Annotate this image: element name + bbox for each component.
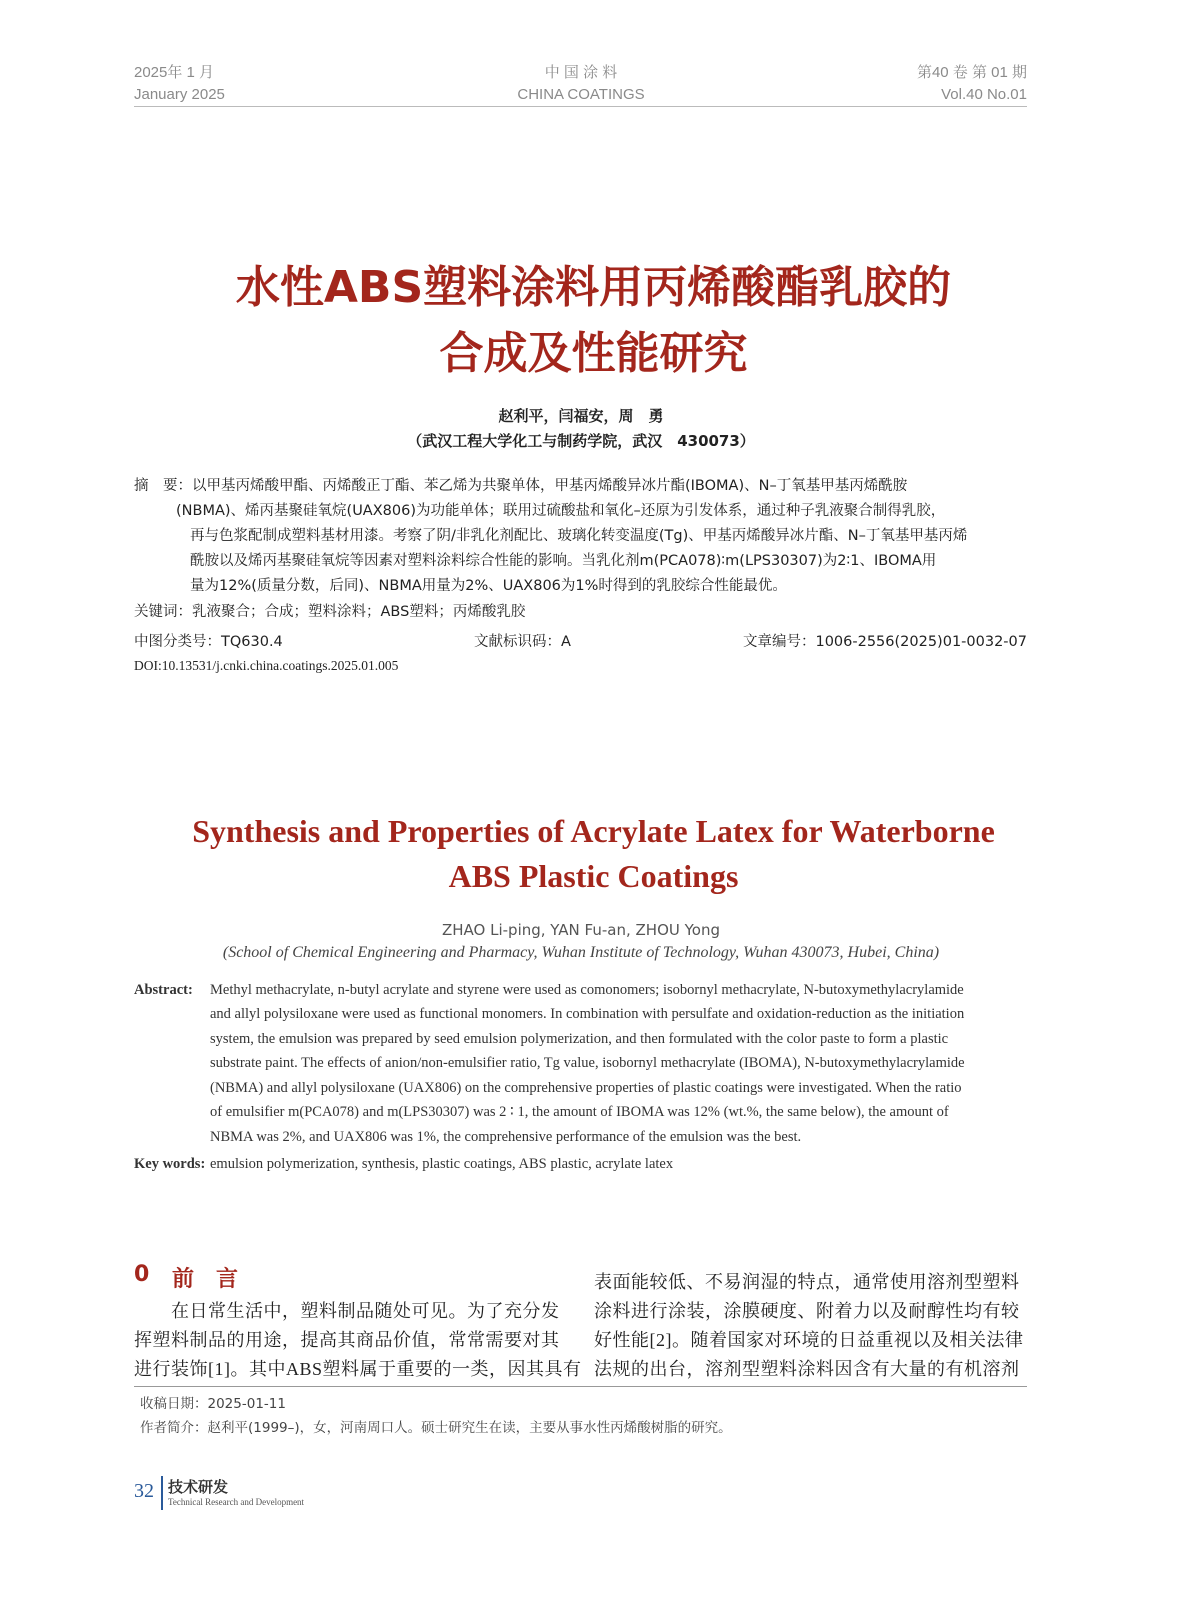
abstract-cn-line: 再与色浆配制成塑料基材用漆。考察了阴/非乳化剂配比、玻璃化转变温度(Tg)、甲基丙烯酸异冰片酯、N–丁氧基甲基丙烯 xyxy=(190,528,968,544)
affiliation-en: (School of Chemical Engineering and Pharmacy, Wuhan Institute of Technology, Wuhan 430073, Hubei, China) xyxy=(222,944,940,961)
keywords-en-label: Key words: xyxy=(134,1156,206,1172)
body-left-line: 挥塑料制品的用途，提高其商品价值，常常需要对其 xyxy=(134,1330,560,1350)
doi[interactable]: DOI:10.13531/j.cnki.china.coatings.2025.01.005 xyxy=(134,658,399,673)
body-left-line: 进行装饰[1]。其中ABS塑料属于重要的一类，因其具有 xyxy=(134,1359,582,1379)
abstract-cn-line: 酰胺以及烯丙基聚硅氧烷等因素对塑料涂料综合性能的影响。当乳化剂m(PCA078)∶m(LPS30307)为2∶1、IBOMA用 xyxy=(190,553,937,569)
title-en-line1: Synthesis and Properties of Acrylate Latex for Waterborne xyxy=(192,813,995,849)
page-number: 32 xyxy=(134,1480,154,1502)
header-journal-cn: 中 国 涂 料 xyxy=(544,64,618,81)
section-title: 前 言 xyxy=(172,1267,239,1292)
title-cn-line2: 合成及性能研究 xyxy=(439,328,748,379)
abstract-cn-line: 量为12%(质量分数，后同)、NBMA用量为2%、UAX806为1%时得到的乳胶综合性能最优。 xyxy=(190,578,787,594)
author-bio: 作者简介：赵利平(1999–)，女，河南周口人。硕士研究生在读，主要从事水性丙烯酸树脂的研究。 xyxy=(140,1420,732,1436)
footer-section-en: Technical Research and Development xyxy=(168,1497,305,1507)
abstract-en-line: substrate paint. The effects of anion/non-emulsifier ratio, Tg value, isobornyl methacrylate (IBOMA), N-butoxymethylacrylamide xyxy=(210,1055,965,1071)
section-number: 0 xyxy=(134,1262,150,1287)
abstract-en-line: of emulsifier m(PCA078) and m(LPS30307) was 2 ∶ 1, the amount of IBOMA was 12% (wt.%, the same below), the amount of xyxy=(210,1104,949,1120)
clc-number: 中图分类号：TQ630.4 xyxy=(134,634,283,650)
footnote-rule xyxy=(134,1386,1027,1387)
affiliation-cn: （武汉工程大学化工与制药学院，武汉 430073） xyxy=(407,432,755,450)
article-number: 文章编号：1006-2556(2025)01-0032-07 xyxy=(742,634,1027,650)
body-right-line: 涂料进行涂装，涂膜硬度、附着力以及耐醇性均有较 xyxy=(594,1301,1020,1321)
document-code: 文献标识码：A xyxy=(474,634,571,650)
keywords-en: emulsion polymerization, synthesis, plastic coatings, ABS plastic, acrylate latex xyxy=(210,1156,674,1172)
abstract-cn-label: 摘 要： xyxy=(134,478,192,494)
abstract-en-line: (NBMA) and allyl polysiloxane (UAX806) on the comprehensive properties of plastic coatings were investigated. When the ratio xyxy=(210,1080,962,1096)
header-issue-cn: 第40 卷 第 01 期 xyxy=(916,64,1027,81)
abstract-en-line: Methyl methacrylate, n-butyl acrylate and styrene were used as comonomers; isobornyl methacrylate, N-butoxymethylacrylamide xyxy=(210,982,964,998)
body-left-line: 在日常生活中，塑料制品随处可见。为了充分发 xyxy=(134,1301,560,1321)
body-right-line: 好性能[2]。随着国家对环境的日益重视以及相关法律 xyxy=(594,1330,1024,1350)
abstract-cn-line: (NBMA)、烯丙基聚硅氧烷(UAX806)为功能单体；联用过硫酸盐和氧化–还原为引发体系，通过种子乳液聚合制得乳胶， xyxy=(176,503,946,519)
footer-divider xyxy=(161,1476,163,1510)
title-en-line2: ABS Plastic Coatings xyxy=(448,858,739,894)
authors-en: ZHAO Li-ping, YAN Fu-an, ZHOU Yong xyxy=(441,921,720,939)
received-date: 收稿日期：2025-01-11 xyxy=(140,1396,286,1412)
abstract-cn-line: 以甲基丙烯酸甲酯、丙烯酸正丁酯、苯乙烯为共聚单体，甲基丙烯酸异冰片酯(IBOMA)、N–丁氧基甲基丙烯酰胺 xyxy=(192,478,908,494)
abstract-en-line: NBMA was 2%, and UAX806 was 1%, the comprehensive performance of the emulsion was the best. xyxy=(210,1129,802,1145)
authors-cn: 赵利平，闫福安，周 勇 xyxy=(498,407,664,425)
abstract-en-line: and allyl polysiloxane were used as functional monomers. In combination with persulfate and oxidation-reduction as the initiation xyxy=(210,1006,965,1022)
header-rule xyxy=(134,106,1027,107)
header-date-en: January 2025 xyxy=(134,86,225,103)
body-right-line: 表面能较低、不易润湿的特点，通常使用溶剂型塑料 xyxy=(594,1272,1020,1292)
abstract-en-label: Abstract: xyxy=(134,982,193,998)
header-issue-en: Vol.40 No.01 xyxy=(941,86,1027,103)
header-journal-en: CHINA COATINGS xyxy=(517,86,645,103)
body-right-line: 法规的出台，溶剂型塑料涂料因含有大量的有机溶剂 xyxy=(594,1359,1020,1379)
keywords-cn: 关键词：乳液聚合；合成；塑料涂料；ABS塑料；丙烯酸乳胶 xyxy=(134,604,526,620)
header-date-cn: 2025年 1 月 xyxy=(134,64,215,81)
title-cn-line1: 水性ABS塑料涂料用丙烯酸酯乳胶的 xyxy=(235,262,952,313)
abstract-en-line: system, the emulsion was prepared by seed emulsion polymerization, and then formulated with the color paste to form a plastic xyxy=(210,1031,949,1047)
footer-section-cn: 技术研发 xyxy=(168,1478,229,1496)
